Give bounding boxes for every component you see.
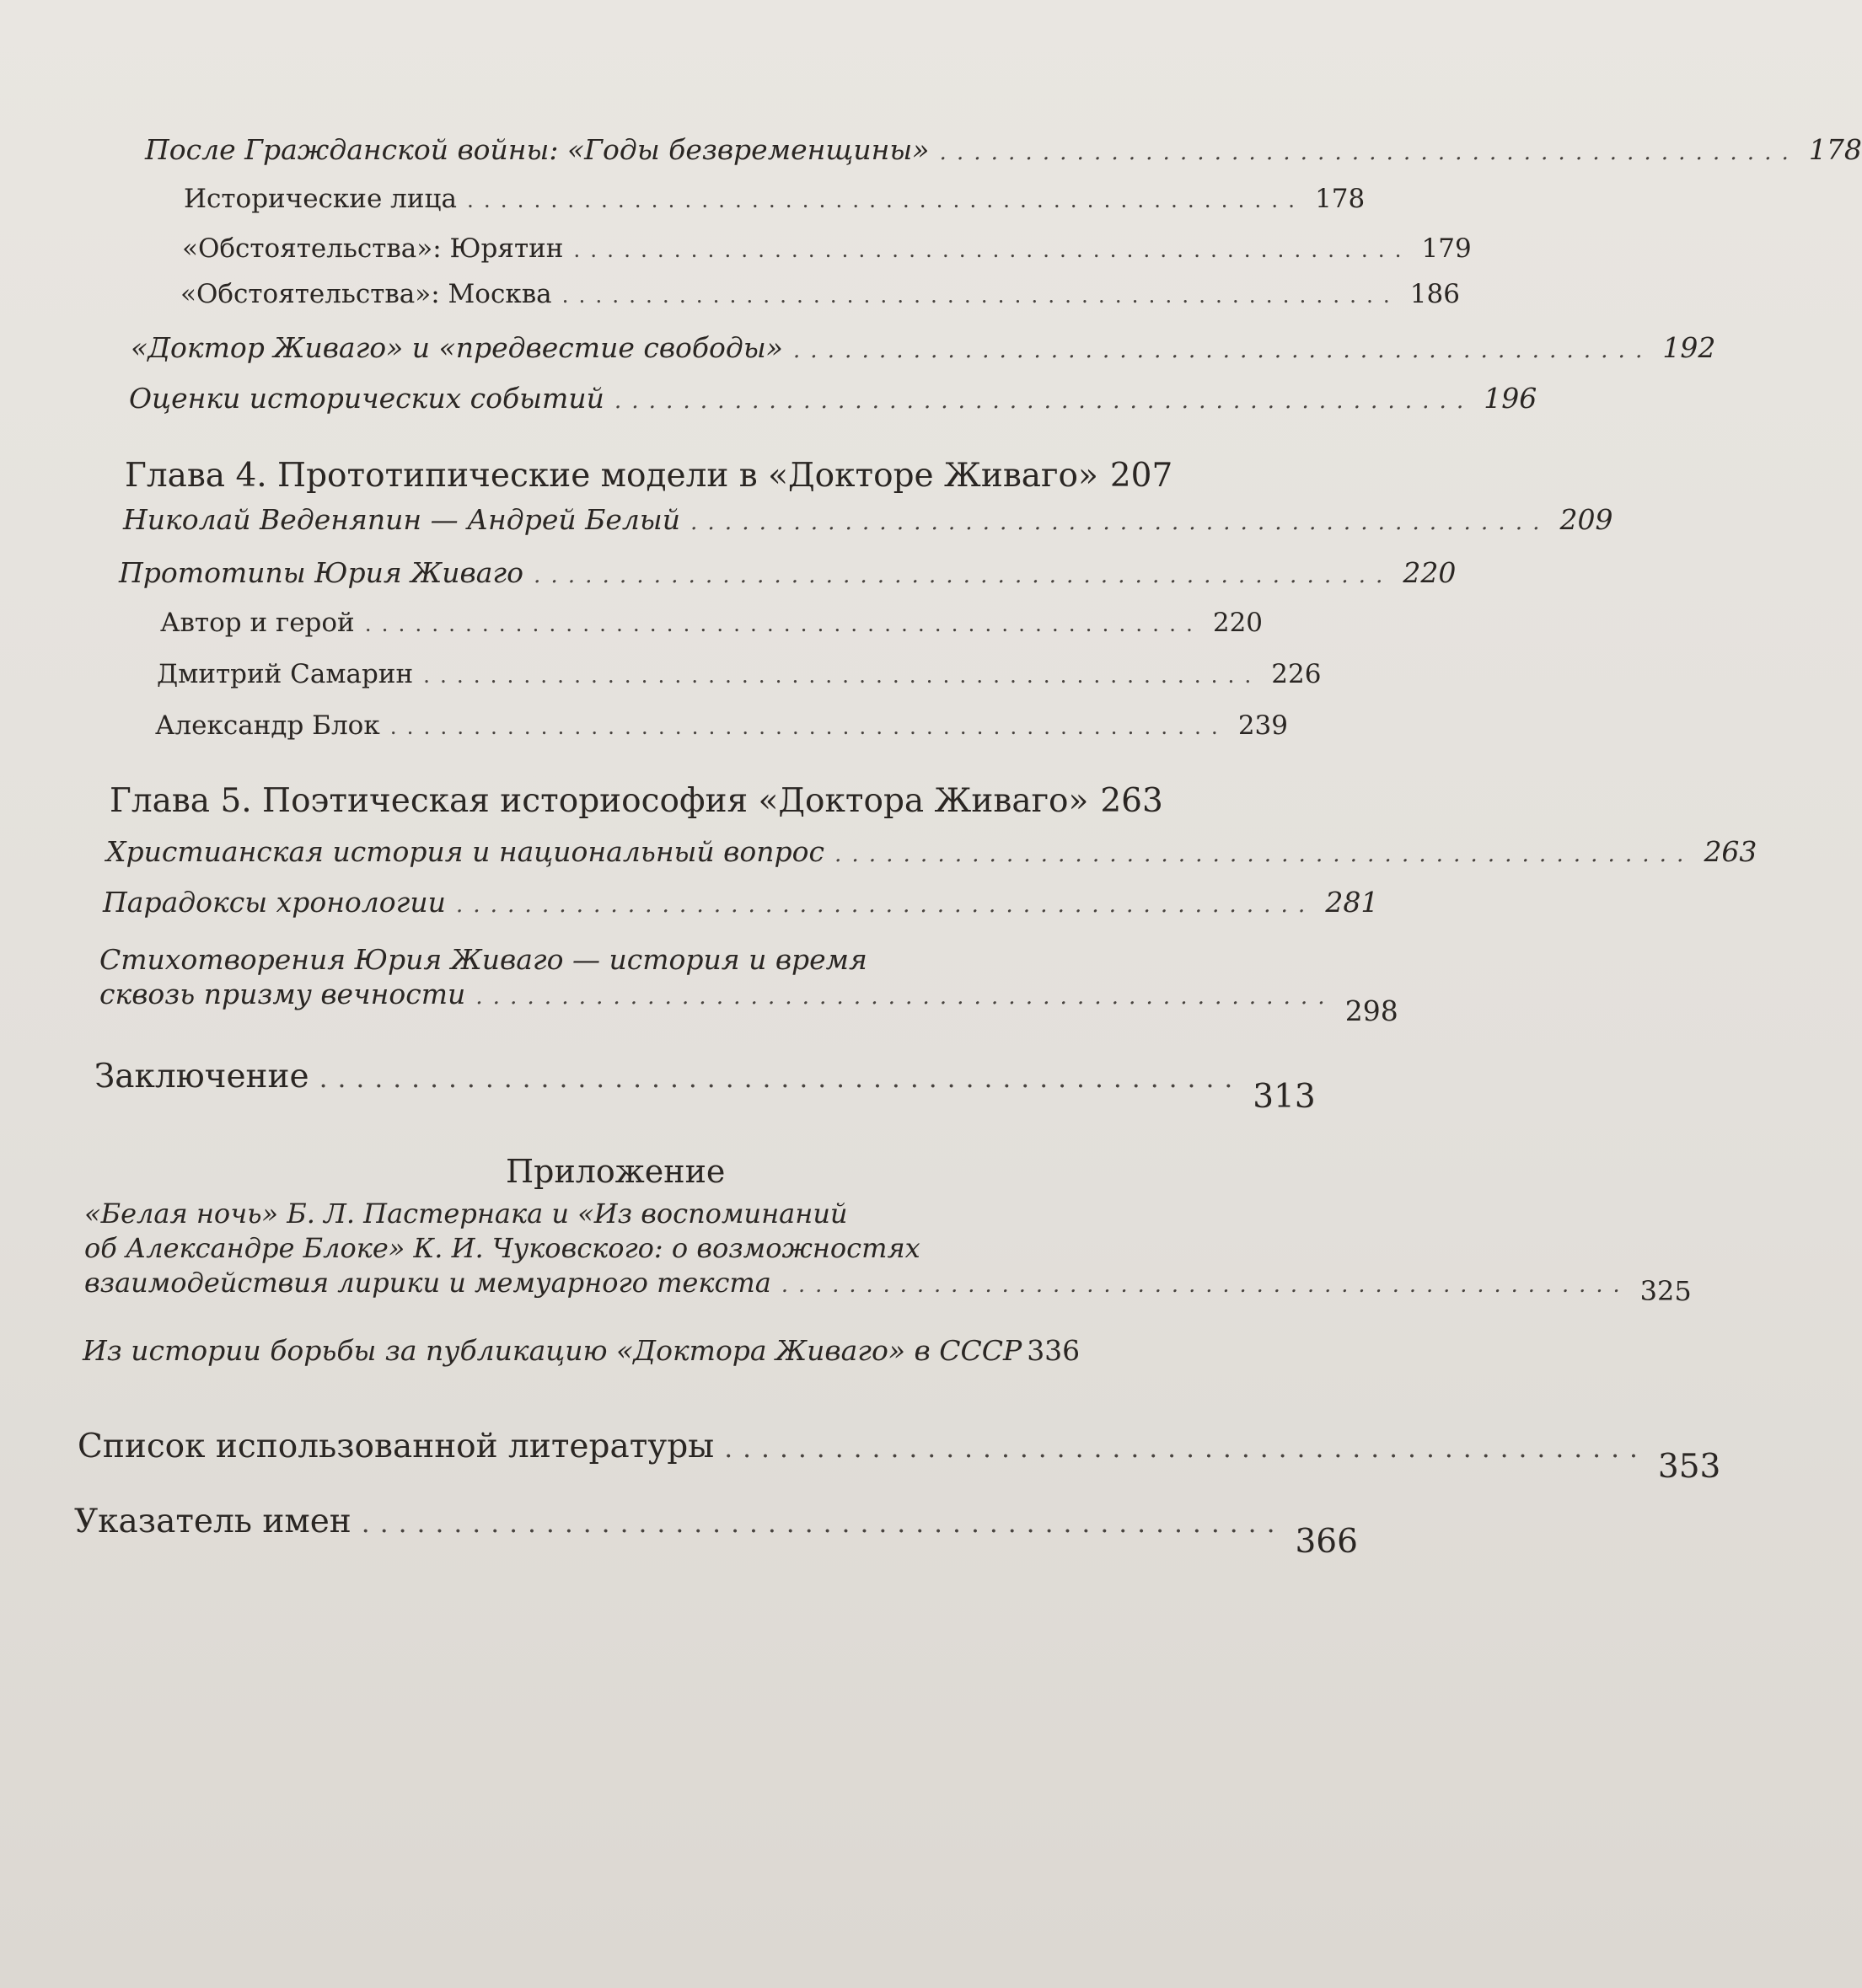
toc-entry-label: Заключение <box>94 1058 309 1096</box>
toc-entry-multiline <box>84 1197 1692 1307</box>
toc-page-number: 220 <box>1403 556 1457 589</box>
toc-entry <box>145 133 1862 166</box>
toc-entry <box>106 835 1757 868</box>
toc-chapter-label: Глава 5. Поэтическая историософия «Доктора Живаго» <box>110 782 1089 820</box>
toc-page-number: 196 <box>1484 382 1537 415</box>
toc-page-number: 209 <box>1559 503 1613 536</box>
leader-dots: .................................................. <box>792 337 1653 363</box>
toc-page-number: 366 <box>1295 1523 1358 1561</box>
toc-entry <box>160 608 1264 638</box>
leader-dots: .................................................. <box>533 562 1393 588</box>
toc-chapter <box>125 457 1173 495</box>
toc-page-number: 207 <box>1109 457 1173 495</box>
leader-dots: .................................................. <box>573 238 1412 262</box>
toc-page-number: 179 <box>1421 233 1472 264</box>
toc-page-number: 239 <box>1237 710 1288 741</box>
toc-page-number: 178 <box>1808 133 1862 166</box>
toc-page-number: 325 <box>1639 1275 1692 1307</box>
toc-entry-label-line: Стихотворения Юрия Живаго — история и время <box>99 943 867 976</box>
leader-dots: .................................................. <box>455 892 1316 918</box>
toc-entry <box>155 710 1288 741</box>
leader-dots: .................................................. <box>781 1273 1630 1298</box>
toc-entry-label-line: об Александре Блоке» К. И. Чуковского: о возможностях <box>84 1232 920 1264</box>
toc-entry-label: Христианская история и национальный вопрос <box>106 835 824 868</box>
leader-dots: .................................................. <box>939 139 1799 165</box>
toc-entry-label: Из истории борьбы за публикацию «Доктора Живаго» в СССР <box>83 1334 1022 1367</box>
toc-entry <box>129 382 1537 415</box>
toc-entry-label: Александр Блок <box>155 710 380 741</box>
toc-entry-label: Указатель имен <box>74 1503 351 1541</box>
toc-page-number: 263 <box>1704 835 1757 868</box>
leader-dots: .................................................. <box>614 388 1474 414</box>
toc-entry-label: Оценки исторических событий <box>129 382 604 415</box>
leader-dots: .................................................. <box>834 841 1694 867</box>
toc-entry-label: После Гражданской войны: «Годы безвременщины» <box>145 133 930 166</box>
toc-entry <box>123 503 1613 536</box>
toc-entry-label: «Обстоятельства»: Москва <box>180 279 552 309</box>
toc-entry-label: Николай Веденяпин — Андрей Белый <box>123 503 681 536</box>
leader-dots: .................................................. <box>364 612 1203 636</box>
toc-entry <box>184 184 1366 214</box>
toc-entry <box>78 1428 1721 1486</box>
toc-page-number: 178 <box>1315 184 1366 214</box>
toc-page-number: 281 <box>1325 886 1379 919</box>
toc-page-number: 263 <box>1100 782 1163 820</box>
toc-entry <box>131 331 1716 364</box>
toc-entry-label: Дмитрий Самарин <box>157 659 414 689</box>
toc-chapter-label: Глава 4. Прототипические модели в «Докторе Живаго» <box>125 457 1098 495</box>
toc-page-number: 336 <box>1027 1334 1081 1367</box>
leader-dots: .................................................. <box>690 509 1550 535</box>
toc-entry-label: Автор и герой <box>160 608 355 638</box>
leader-dots: .................................................. <box>319 1064 1243 1094</box>
toc-entry <box>182 233 1472 264</box>
toc-entry-label: Парадоксы хронологии <box>103 886 446 919</box>
toc-entry-label-line: «Белая ночь» Б. Л. Пастернака и «Из воспоминаний <box>84 1198 848 1230</box>
appendix-heading: Приложение <box>506 1153 726 1190</box>
toc-entry-label: Список использованной литературы <box>78 1428 715 1466</box>
toc-entry <box>180 279 1460 309</box>
toc-entry-label: «Обстоятельства»: Юрятин <box>182 233 564 264</box>
toc-entry <box>83 1334 1148 1367</box>
toc-entry-label: Исторические лица <box>184 184 457 214</box>
leader-dots: .................................................. <box>423 663 1262 688</box>
toc-entry <box>94 1058 1316 1116</box>
leader-dots: .................................................. <box>561 283 1400 308</box>
toc-entry-label-line: сквозь призму вечности <box>99 978 466 1010</box>
toc-page-number: 186 <box>1409 279 1460 309</box>
toc-page-number: 298 <box>1344 994 1398 1027</box>
leader-dots: .................................................. <box>724 1433 1648 1464</box>
toc-entry <box>157 659 1322 689</box>
toc-entry-multiline <box>99 942 1398 1027</box>
toc-entry <box>74 1503 1358 1561</box>
leader-dots: .................................................. <box>389 715 1228 739</box>
toc-chapter <box>110 782 1163 820</box>
leader-dots: .................................................. <box>466 188 1306 212</box>
toc-entry-label-line: взаимодействия лирики и мемуарного текста <box>84 1267 771 1299</box>
toc-entry <box>103 886 1379 919</box>
toc-page-number: 220 <box>1212 608 1264 638</box>
toc-entry-label: Прототипы Юрия Живаго <box>119 556 523 589</box>
toc-page-number: 353 <box>1657 1448 1721 1486</box>
toc-entry-label: «Доктор Живаго» и «предвестие свободы» <box>131 331 783 364</box>
toc-page-number: 226 <box>1271 659 1322 689</box>
leader-dots: .................................................. <box>475 983 1335 1010</box>
toc-page-number: 313 <box>1253 1078 1316 1116</box>
leader-dots: .................................................. <box>361 1508 1285 1539</box>
toc-entry <box>119 556 1457 589</box>
toc-page-number: 192 <box>1662 331 1716 364</box>
